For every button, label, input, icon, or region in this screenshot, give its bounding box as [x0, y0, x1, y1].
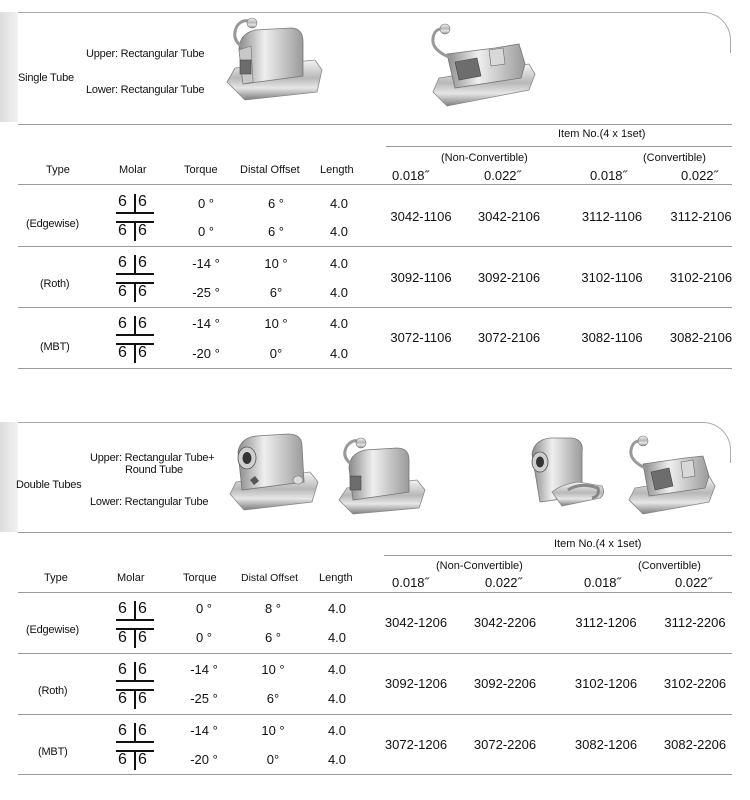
molar-lower: 6 6 [116, 629, 156, 649]
dim-018-header: 0.018˝ [590, 168, 627, 183]
distal-offset-cell: 10 ° [261, 662, 285, 677]
distal-offset-header: Distal Offset [240, 164, 300, 176]
item-code: 3102-2106 [669, 270, 733, 285]
item-code: 3092-1206 [384, 676, 448, 691]
molar-upper: 6 6 [116, 315, 156, 335]
lower-label: Lower: Rectangular Tube [86, 84, 205, 96]
item-code: 3112-2206 [664, 615, 726, 630]
row-rule [18, 307, 732, 308]
dim-022-header: 0.022˝ [485, 575, 522, 590]
single-tube-section [0, 0, 750, 380]
torque-cell: 0 ° [195, 601, 213, 616]
type-header: Type [46, 164, 70, 176]
torque-cell: -20 ° [190, 752, 218, 767]
length-cell: 4.0 [329, 316, 349, 331]
header-band [0, 0, 750, 122]
item-rule [386, 146, 732, 147]
band-outline [18, 12, 731, 53]
molar-lower: 6 6 [116, 690, 156, 710]
molar-lower: 6 6 [116, 751, 156, 771]
convertible-header: (Convertible) [643, 152, 706, 164]
distal-offset-cell: 10 ° [264, 316, 288, 331]
molar-header: Molar [119, 164, 147, 176]
distal-offset-cell: 6 ° [267, 224, 285, 239]
convertible-lower-tube-image [625, 430, 717, 518]
length-header: Length [319, 572, 353, 584]
dim-018-header: 0.018˝ [584, 575, 621, 590]
convertible-double-tube-image [522, 432, 608, 520]
item-code: 3072-2106 [477, 330, 541, 345]
molar-upper: 6 6 [116, 254, 156, 274]
item-code: 3082-1206 [574, 737, 638, 752]
section-title: Double Tubes [16, 479, 82, 491]
torque-cell: -14 ° [192, 256, 220, 271]
torque-cell: -25 ° [190, 691, 218, 706]
item-code: 3112-1206 [575, 615, 637, 630]
item-code: 3092-2206 [473, 676, 537, 691]
band-shade [0, 422, 18, 532]
header-band [0, 410, 750, 532]
dim-022-header: 0.022˝ [484, 168, 521, 183]
length-cell: 4.0 [329, 346, 349, 361]
item-code: 3102-2206 [663, 676, 727, 691]
distal-offset-cell: 0° [269, 346, 283, 361]
item-code: 3092-1106 [390, 270, 452, 285]
dim-018-header: 0.018˝ [392, 575, 429, 590]
length-cell: 4.0 [327, 691, 347, 706]
table-bottom-rule [18, 368, 732, 369]
distal-offset-cell: 6 ° [267, 196, 285, 211]
upper-double-tube-image [228, 428, 320, 514]
distal-offset-header: Distal Offset [241, 572, 298, 584]
item-code: 3082-2106 [669, 330, 733, 345]
torque-cell: -14 ° [190, 723, 218, 738]
band-shade [0, 12, 18, 122]
length-cell: 4.0 [329, 285, 349, 300]
distal-offset-cell: 10 ° [261, 723, 285, 738]
item-code: 3072-1206 [384, 737, 448, 752]
upper-label: Upper: Rectangular Tube+ [90, 452, 215, 464]
molar-lower: 6 6 [116, 344, 156, 364]
dim-022-header: 0.022˝ [675, 575, 712, 590]
type-cell: (Edgewise) [26, 218, 80, 230]
type-cell: (MBT) [40, 341, 70, 353]
table-top-rule [18, 124, 732, 125]
type-header: Type [44, 572, 68, 584]
torque-cell: 0 ° [195, 630, 213, 645]
torque-header: Torque [183, 572, 217, 584]
distal-offset-cell: 6° [266, 691, 280, 706]
molar-upper: 6 6 [116, 600, 156, 620]
length-cell: 4.0 [327, 662, 347, 677]
distal-offset-cell: 6° [269, 285, 283, 300]
dim-018-header: 0.018˝ [392, 168, 429, 183]
item-code: 3082-2206 [663, 737, 727, 752]
item-code: 3072-2206 [473, 737, 537, 752]
molar-upper: 6 6 [116, 193, 156, 213]
item-no-header: Item No.(4 x 1set) [558, 128, 646, 140]
distal-offset-cell: 10 ° [264, 256, 288, 271]
type-cell: (Roth) [38, 685, 68, 697]
molar-header: Molar [117, 572, 145, 584]
non-convertible-header: (Non-Convertible) [441, 152, 528, 164]
table-bottom-rule [18, 774, 732, 775]
length-cell: 4.0 [329, 224, 349, 239]
table-top-rule [18, 532, 732, 533]
item-code: 3042-1106 [390, 209, 452, 224]
lower-tube-image [337, 434, 427, 518]
length-cell: 4.0 [327, 723, 347, 738]
item-rule [384, 555, 732, 556]
item-code: 3112-2106 [670, 209, 732, 224]
item-code: 3112-1106 [581, 209, 643, 224]
length-header: Length [320, 164, 354, 176]
torque-cell: -20 ° [192, 346, 220, 361]
item-code: 3082-1106 [581, 330, 643, 345]
row-rule [18, 246, 732, 247]
torque-cell: -14 ° [190, 662, 218, 677]
distal-offset-cell: 6 ° [264, 630, 282, 645]
row-rule [18, 714, 732, 715]
type-cell: (Edgewise) [26, 624, 80, 636]
length-cell: 4.0 [327, 601, 347, 616]
dim-022-header: 0.022˝ [681, 168, 718, 183]
molar-lower: 6 6 [116, 222, 156, 242]
item-code: 3042-2106 [477, 209, 541, 224]
item-code: 3102-1206 [574, 676, 638, 691]
header-rule [18, 184, 732, 185]
molar-upper: 6 6 [116, 661, 156, 681]
torque-cell: -14 ° [192, 316, 220, 331]
section-title: Single Tube [18, 72, 74, 84]
row-rule [18, 653, 732, 654]
torque-cell: 0 ° [197, 196, 215, 211]
torque-cell: -25 ° [192, 285, 220, 300]
lower-tube-image [425, 18, 540, 110]
distal-offset-cell: 8 ° [264, 601, 282, 616]
upper-label: Upper: Rectangular Tube [86, 48, 205, 60]
upper-tube-image [225, 16, 325, 108]
length-cell: 4.0 [327, 752, 347, 767]
item-code: 3042-2206 [473, 615, 537, 630]
length-cell: 4.0 [329, 256, 349, 271]
type-cell: (MBT) [38, 746, 68, 758]
distal-offset-cell: 0° [266, 752, 280, 767]
item-no-header: Item No.(4 x 1set) [554, 538, 642, 550]
torque-cell: 0 ° [197, 224, 215, 239]
length-cell: 4.0 [327, 630, 347, 645]
item-code: 3102-1106 [581, 270, 643, 285]
item-code: 3042-1206 [384, 615, 448, 630]
type-cell: (Roth) [40, 278, 70, 290]
convertible-header: (Convertible) [638, 560, 701, 572]
non-convertible-header: (Non-Convertible) [436, 560, 523, 572]
length-cell: 4.0 [329, 196, 349, 211]
lower-label: Lower: Rectangular Tube [90, 496, 209, 508]
torque-header: Torque [184, 164, 218, 176]
molar-lower: 6 6 [116, 283, 156, 303]
double-tubes-section [0, 410, 750, 800]
item-code: 3072-1106 [390, 330, 452, 345]
item-code: 3092-2106 [477, 270, 541, 285]
molar-upper: 6 6 [116, 722, 156, 742]
header-rule [18, 592, 732, 593]
upper-label-cont: Round Tube [125, 464, 183, 476]
